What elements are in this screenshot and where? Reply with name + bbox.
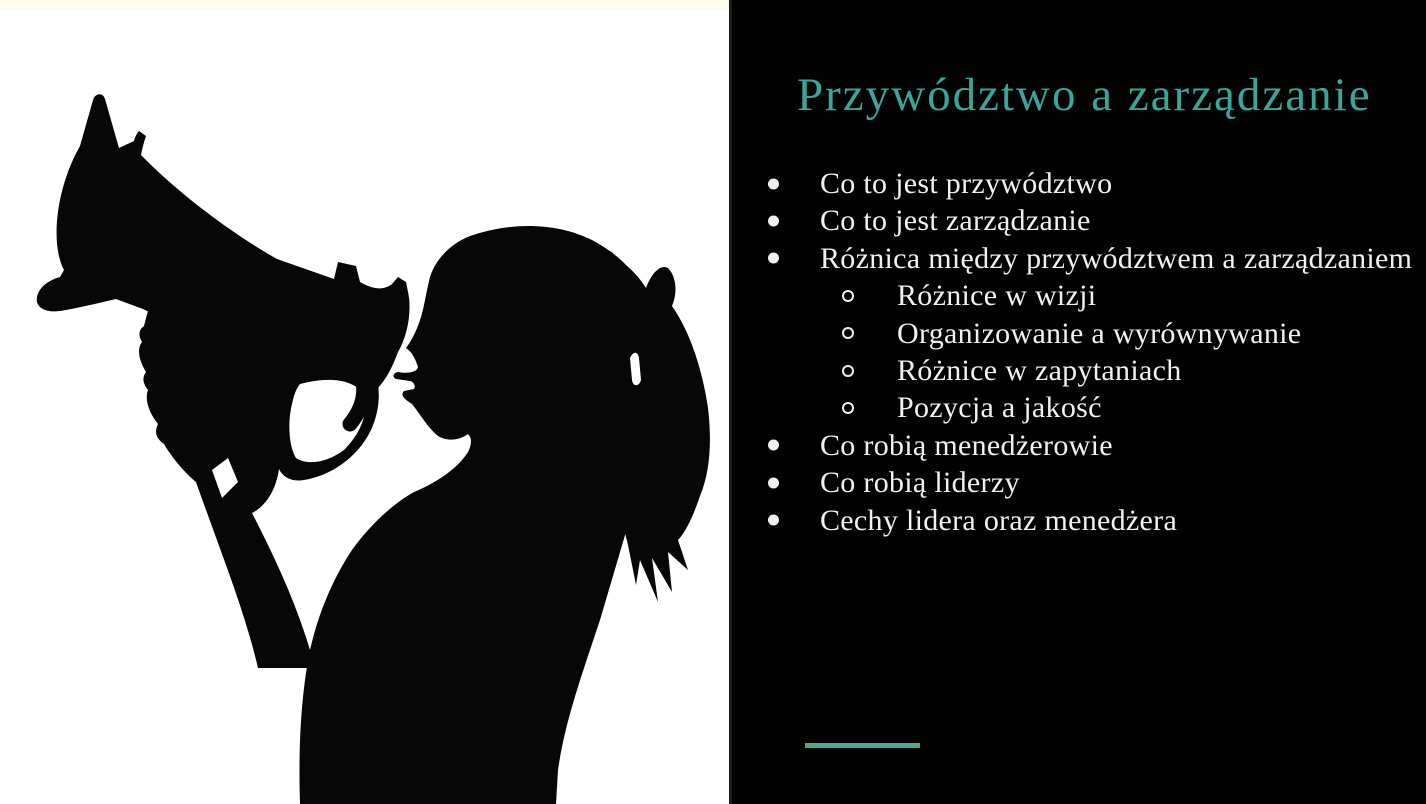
accent-underline-dash — [805, 743, 920, 748]
bullet-disc-icon — [768, 253, 779, 264]
list-item-text: Organizowanie a wyrównywanie — [897, 316, 1302, 350]
list-item-text: Różnice w zapytaniach — [897, 353, 1182, 387]
list-item-text: Cechy lidera oraz menedżera — [820, 503, 1178, 537]
list-item — [0, 315, 1426, 352]
bullet-circle-icon — [842, 402, 854, 414]
bullet-circle-icon — [842, 365, 854, 377]
list-item — [0, 389, 1426, 426]
bullet-disc-icon — [768, 477, 779, 488]
list-item-text: Co to jest przywództwo — [820, 167, 1113, 200]
list-item — [0, 427, 1426, 464]
bullet-disc-icon — [768, 515, 779, 526]
list-item — [0, 352, 1426, 389]
list-item — [0, 277, 1426, 314]
list-item-text: Różnice w wizji — [897, 279, 1097, 313]
list-item-text: Co robią liderzy — [820, 466, 1020, 500]
list-item-text: Co to jest zarządzanie — [820, 204, 1091, 238]
list-item — [0, 202, 1426, 239]
bullet-circle-icon — [842, 327, 854, 339]
bullet-disc-icon — [768, 216, 779, 227]
list-item — [0, 165, 1426, 202]
slide-title: Przywództwo a zarządzanie — [797, 69, 1372, 121]
list-item-text: Pozycja a jakość — [897, 391, 1102, 425]
bullet-list — [0, 165, 1426, 539]
list-item — [0, 240, 1426, 277]
list-item-text: Różnica między przywództwem a zarządzaniem — [820, 241, 1413, 275]
bullet-circle-icon — [842, 290, 854, 302]
bullet-disc-icon — [768, 440, 779, 451]
list-item-text: Co robią menedżerowie — [820, 428, 1113, 462]
list-item — [0, 464, 1426, 501]
list-item — [0, 502, 1426, 539]
bullet-disc-icon — [768, 178, 779, 189]
